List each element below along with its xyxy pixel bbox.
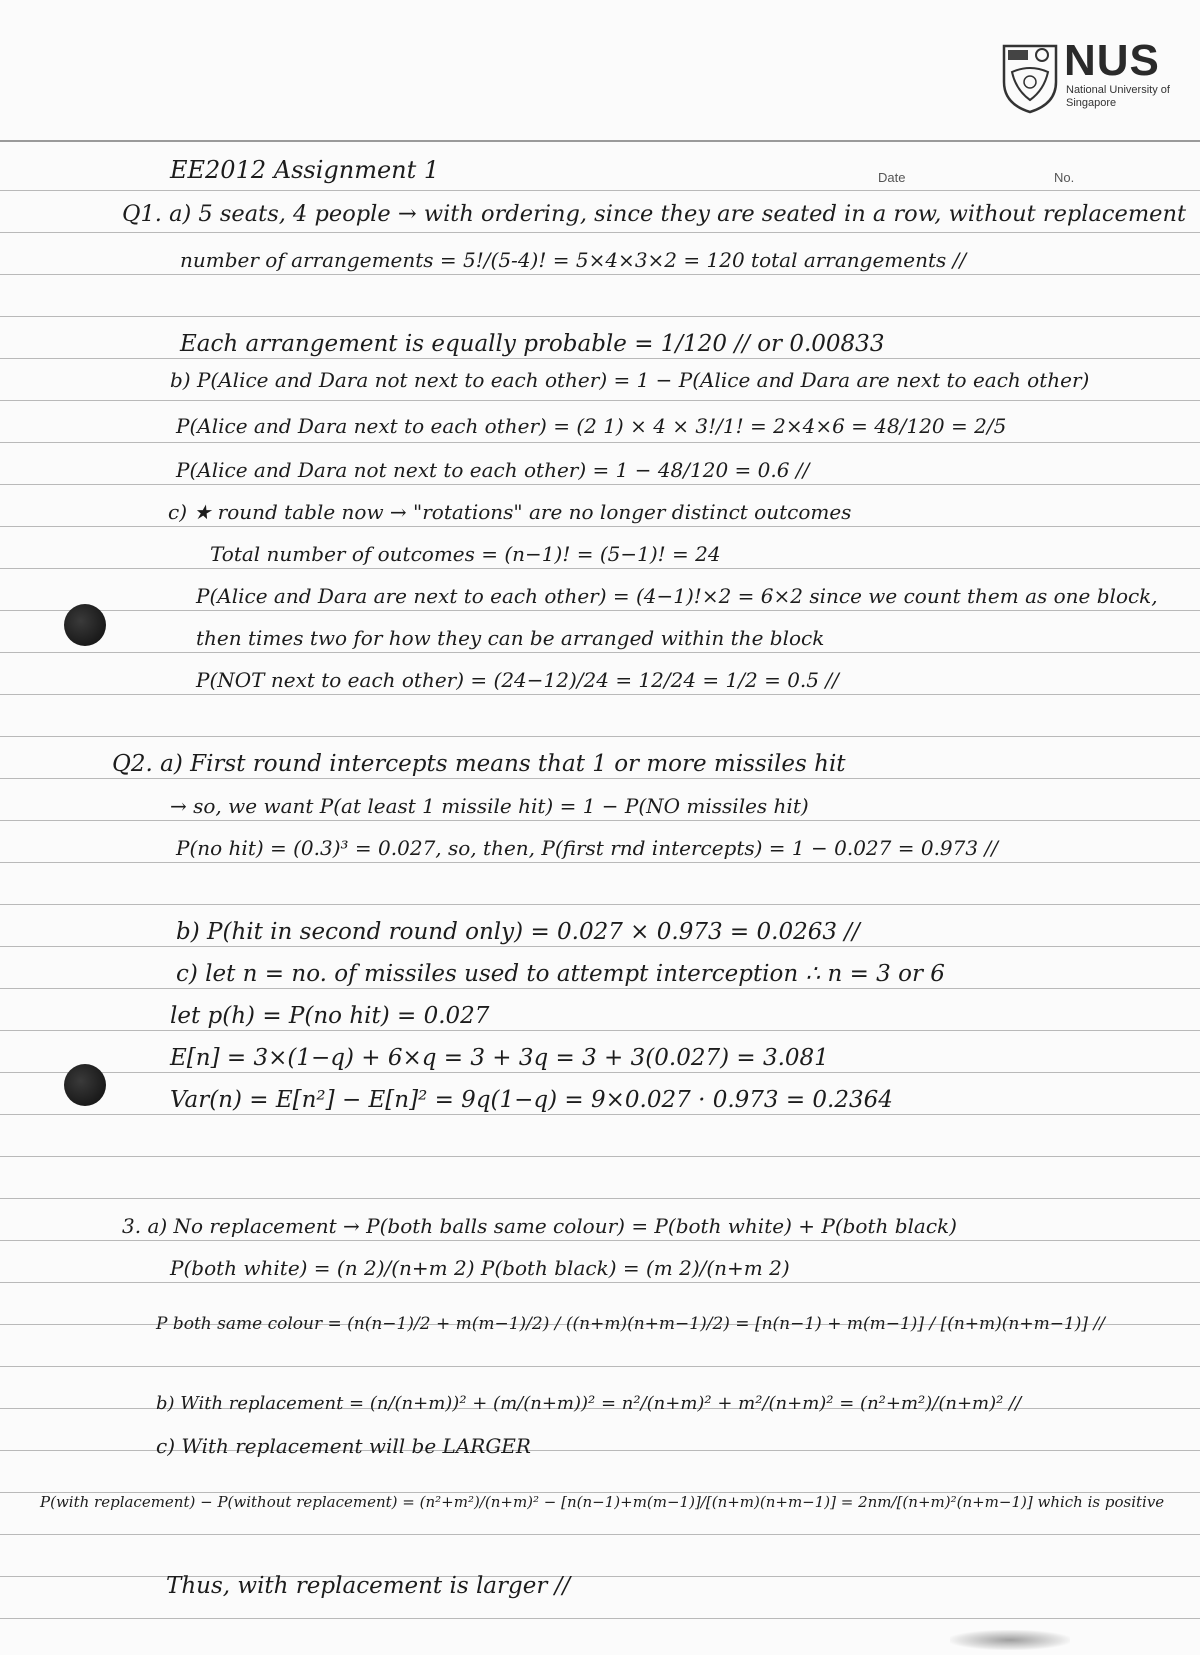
q1-line-7: c) ★ round table now → "rotations" are no longer distinct outcomes xyxy=(168,500,852,524)
q2-line-8: Var(n) = E[n²] − E[n]² = 9q(1−q) = 9×0.027 · 0.973 = 0.2364 xyxy=(170,1087,893,1113)
rule-line xyxy=(0,568,1200,569)
rule-line xyxy=(0,1366,1200,1367)
rule-line xyxy=(0,778,1200,779)
q1-line-9: P(Alice and Dara are next to each other) = (4−1)!×2 = 6×2 since we count them as one block, xyxy=(196,584,1158,608)
binder-hole xyxy=(64,604,106,646)
rule-line xyxy=(0,610,1200,611)
date-label: Date xyxy=(878,170,906,185)
q1-line-11: P(NOT next to each other) = (24−12)/24 = 12/24 = 1/2 = 0.5 // xyxy=(196,668,839,692)
q2-line-7: E[n] = 3×(1−q) + 6×q = 3 + 3q = 3 + 3(0.027) = 3.081 xyxy=(170,1045,829,1071)
rule-line xyxy=(0,1072,1200,1073)
q3-line-5: c) With replacement will be LARGER xyxy=(156,1434,531,1458)
scan-smudge xyxy=(950,1630,1070,1650)
rule-line xyxy=(0,442,1200,443)
rule-line xyxy=(0,946,1200,947)
logo-wordmark: NUS xyxy=(1064,36,1160,85)
rule-line xyxy=(0,1030,1200,1031)
rule-line xyxy=(0,140,1200,142)
page-title: EE2012 Assignment 1 xyxy=(170,156,440,184)
q1-line-6: P(Alice and Dara not next to each other) = 1 − 48/120 = 0.6 // xyxy=(176,458,810,482)
q1-line-2: number of arrangements = 5!/(5-4)! = 5×4×3×2 = 120 total arrangements // xyxy=(180,248,967,272)
q1-line-5: P(Alice and Dara next to each other) = (2 1) × 4 × 3!/1! = 2×4×6 = 48/120 = 2/5 xyxy=(176,414,1007,438)
binder-hole xyxy=(64,1064,106,1106)
rule-line xyxy=(0,694,1200,695)
q3-line-2: P(both white) = (n 2)/(n+m 2) P(both black) = (m 2)/(n+m 2) xyxy=(170,1256,790,1280)
q1-line-3: Each arrangement is equally probable = 1/120 // or 0.00833 xyxy=(180,331,885,357)
rule-line xyxy=(0,862,1200,863)
q1-line-1: Q1. a) 5 seats, 4 people → with ordering, since they are seated in a row, without replacement xyxy=(122,201,1187,227)
rule-line xyxy=(0,400,1200,401)
rule-line xyxy=(0,274,1200,275)
q3-line-6: P(with replacement) − P(without replacement) = (n²+m²)/(n+m)² − [n(n−1)+m(m−1)]/[(n+m)(n+m−1)] = 2nm/[(n+m)²(n+m−1)] which is positive xyxy=(40,1493,1165,1511)
logo-subtitle: National University of Singapore xyxy=(1066,84,1170,109)
rule-line xyxy=(0,988,1200,989)
q2-line-1: Q2. a) First round intercepts means that 1 or more missiles hit xyxy=(112,751,846,777)
q1-line-10: then times two for how they can be arranged within the block xyxy=(196,626,825,650)
q1-line-8: Total number of outcomes = (n−1)! = (5−1)! = 24 xyxy=(210,542,721,566)
q1-line-4: b) P(Alice and Dara not next to each other) = 1 − P(Alice and Dara are next to each other) xyxy=(170,368,1090,392)
rule-line xyxy=(0,1198,1200,1199)
q2-line-3: P(no hit) = (0.3)³ = 0.027, so, then, P(first rnd intercepts) = 1 − 0.027 = 0.973 // xyxy=(176,836,998,860)
no-label: No. xyxy=(1054,170,1075,185)
rule-line xyxy=(0,358,1200,359)
rule-line xyxy=(0,1156,1200,1157)
nus-crest-icon xyxy=(1000,42,1060,114)
rule-line xyxy=(0,1618,1200,1619)
q2-line-5: c) let n = no. of missiles used to attempt interception ∴ n = 3 or 6 xyxy=(176,961,945,987)
rule-line xyxy=(0,904,1200,905)
rule-line xyxy=(0,484,1200,485)
rule-line xyxy=(0,190,1200,191)
q2-line-6: let p(h) = P(no hit) = 0.027 xyxy=(170,1003,490,1029)
rule-line xyxy=(0,1282,1200,1283)
rule-line xyxy=(0,736,1200,737)
q3-line-3: P both same colour = (n(n−1)/2 + m(m−1)/2) / ((n+m)(n+m−1)/2) = [n(n−1) + m(m−1)] / [(n+m)(n+m−1)] // xyxy=(156,1314,1105,1334)
q3-line-1: 3. a) No replacement → P(both balls same colour) = P(both white) + P(both black) xyxy=(122,1214,957,1238)
rule-line xyxy=(0,232,1200,233)
q3-line-7: Thus, with replacement is larger // xyxy=(166,1573,571,1599)
q3-line-4: b) With replacement = (n/(n+m))² + (m/(n+m))² = n²/(n+m)² + m²/(n+m)² = (n²+m²)/(n+m)² // xyxy=(156,1393,1022,1414)
rule-line xyxy=(0,1114,1200,1115)
rule-line xyxy=(0,316,1200,317)
q2-line-4: b) P(hit in second round only) = 0.027 × 0.973 = 0.0263 // xyxy=(176,919,860,945)
rule-line xyxy=(0,1240,1200,1241)
nus-logo xyxy=(1000,38,1180,118)
rule-line xyxy=(0,652,1200,653)
rule-line xyxy=(0,526,1200,527)
rule-line xyxy=(0,1534,1200,1535)
q2-line-2: → so, we want P(at least 1 missile hit) = 1 − P(NO missiles hit) xyxy=(170,794,809,818)
rule-line xyxy=(0,820,1200,821)
